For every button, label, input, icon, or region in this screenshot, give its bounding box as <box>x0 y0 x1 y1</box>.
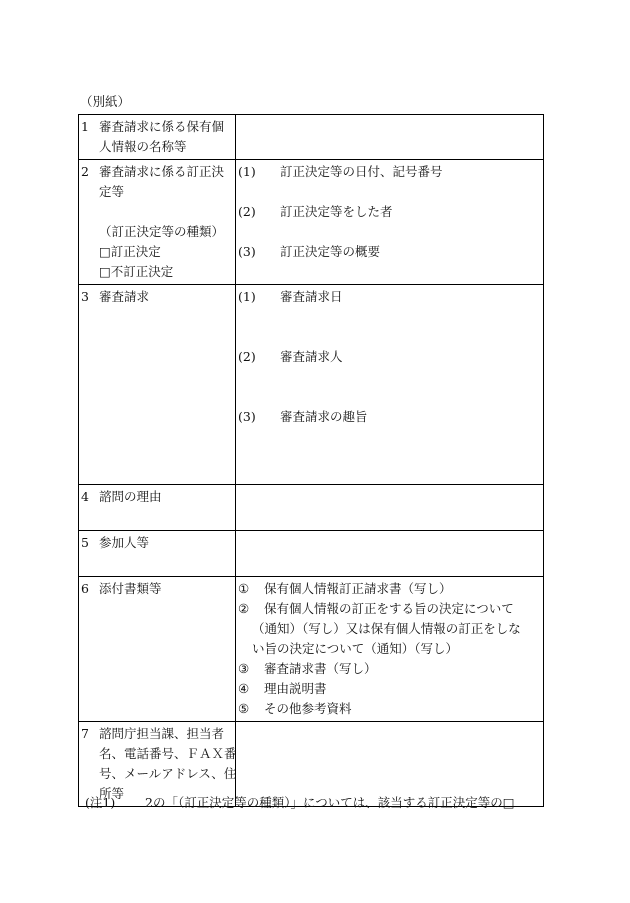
row-number: 3 <box>81 289 89 304</box>
doc-item-number: ② <box>238 601 250 616</box>
sub-item-number: (1) <box>238 164 256 179</box>
doc-item-number: ④ <box>238 681 250 696</box>
correction-decision-checkbox[interactable]: □訂正決定 <box>99 244 161 259</box>
sub-item-number: (2) <box>238 349 256 364</box>
row-label-line: 審査請求に係る訂正決 <box>99 164 225 179</box>
sub-item-text: 訂正決定等をした者 <box>280 204 393 219</box>
table-row <box>79 115 544 160</box>
table-row <box>79 577 544 722</box>
row-label-line: 諮問庁担当課、担当者 <box>99 726 225 741</box>
sub-item-number: (1) <box>238 289 256 304</box>
table-row <box>79 285 544 485</box>
row-6-label-cell <box>79 577 236 722</box>
decision-type-heading: （訂正決定等の種類） <box>99 224 225 239</box>
footnote-text: 2の「（訂正決定等の種類）」については、該当する訂正決定等の□ <box>145 795 515 810</box>
row-6-content-cell <box>236 577 544 722</box>
row-label-line: 定等 <box>99 184 125 199</box>
non-correction-decision-checkbox[interactable]: □不訂正決定 <box>99 264 174 279</box>
row-number: 1 <box>81 119 89 134</box>
row-label-line: 所等 <box>99 786 125 801</box>
sub-item-number: (3) <box>238 244 256 259</box>
doc-item-text: 保有個人情報訂正請求書（写し） <box>264 581 452 596</box>
row-2-content-cell <box>236 160 544 285</box>
row-number: 7 <box>81 726 89 741</box>
sub-item-text: 審査請求人 <box>280 349 343 364</box>
sub-item-text: 審査請求日 <box>280 289 343 304</box>
doc-item-text: 保有個人情報の訂正をする旨の決定について <box>264 601 514 616</box>
doc-item-number: ⑤ <box>238 701 250 716</box>
sub-item-text: 訂正決定等の概要 <box>280 244 381 259</box>
table-row <box>79 485 544 531</box>
row-number: 4 <box>81 489 89 504</box>
row-3-label-cell <box>79 285 236 485</box>
doc-item-text: 審査請求書（写し） <box>264 661 377 676</box>
row-4-content-cell[interactable] <box>236 485 544 531</box>
doc-item-number: ③ <box>238 661 250 676</box>
row-label-line: 号、メールアドレス、住 <box>99 766 237 781</box>
doc-item-text: （通知）（写し）又は保有個人情報の訂正をしな <box>252 621 521 636</box>
row-label-line: 人情報の名称等 <box>99 139 187 154</box>
doc-item-text: い旨の決定について（通知）（写し） <box>252 641 459 656</box>
table-row <box>79 160 544 285</box>
row-number: 5 <box>81 535 89 550</box>
row-number: 2 <box>81 164 89 179</box>
row-label-line: 審査請求に係る保有個 <box>99 119 225 134</box>
review-request-form-table <box>78 114 544 807</box>
row-number: 6 <box>81 581 89 596</box>
doc-item-number: ① <box>238 581 250 596</box>
sub-item-text: 訂正決定等の日付、記号番号 <box>280 164 443 179</box>
table-row <box>79 531 544 577</box>
row-label-line: 諮問の理由 <box>99 489 162 504</box>
row-4-label-cell <box>79 485 236 531</box>
sub-item-text: 審査請求の趣旨 <box>280 409 368 424</box>
doc-item-text: 理由説明書 <box>264 681 327 696</box>
footnote <box>85 794 515 812</box>
sub-item-number: (3) <box>238 409 256 424</box>
row-5-content-cell[interactable] <box>236 531 544 577</box>
page-header-label: （別紙） <box>80 94 131 109</box>
row-label-line: 審査請求 <box>99 289 150 304</box>
row-2-label-cell <box>79 160 236 285</box>
footnote-label: (注1) <box>85 795 116 810</box>
row-label-line: 添付書類等 <box>99 581 162 596</box>
sub-item-number: (2) <box>238 204 256 219</box>
row-1-content-cell[interactable] <box>236 115 544 160</box>
doc-item-text: その他参考資料 <box>264 701 352 716</box>
row-label-line: 参加人等 <box>99 535 150 550</box>
row-1-label-cell <box>79 115 236 160</box>
row-label-line: 名、電話番号、ＦＡＸ番 <box>99 746 237 761</box>
row-3-content-cell <box>236 285 544 485</box>
row-5-label-cell <box>79 531 236 577</box>
